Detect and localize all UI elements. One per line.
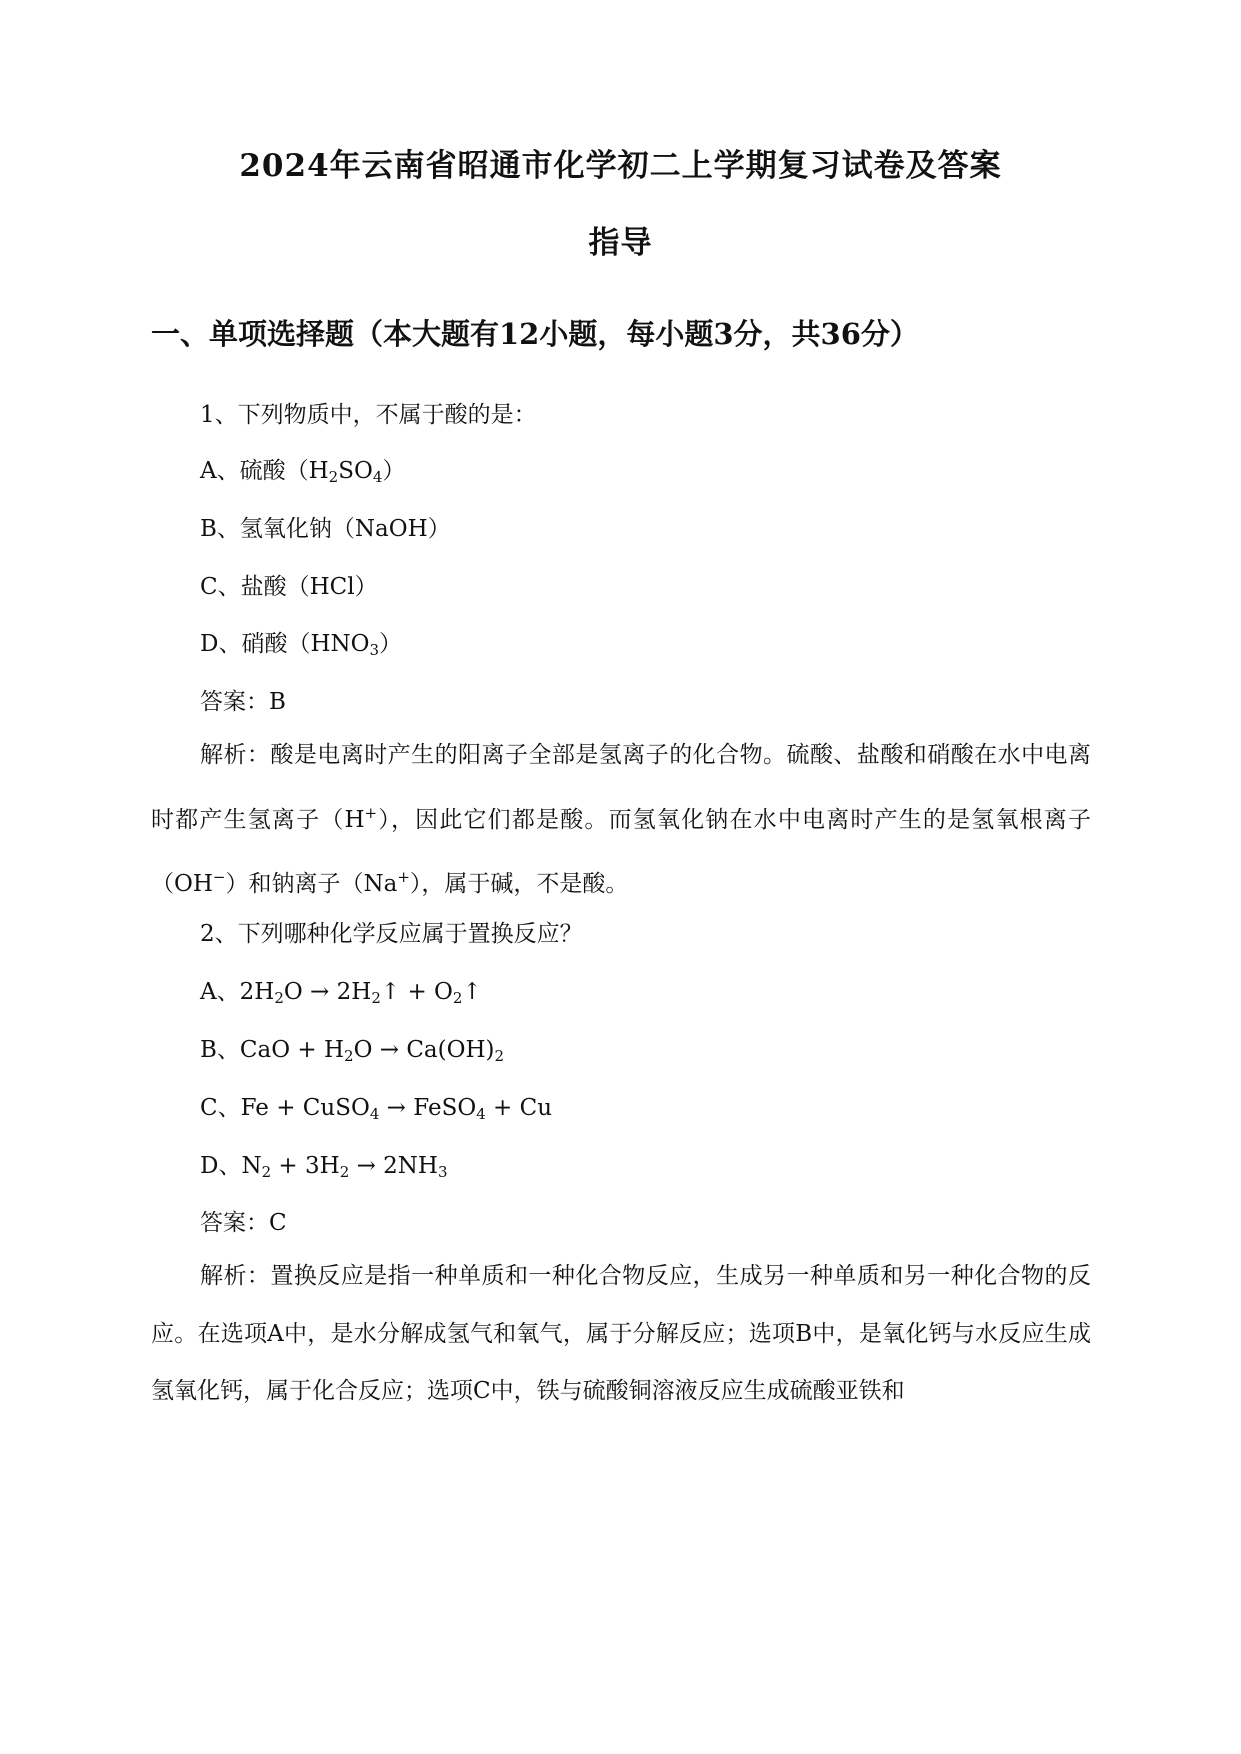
- question-1-option-c: C、盐酸（HCl）: [200, 574, 378, 600]
- question-1-option-a: A、硫酸$(H_2SO_4)$: [200, 458, 406, 486]
- question-2-answer: 答案：C: [200, 1210, 287, 1236]
- section-heading: 一、单项选择题（本大题有12小题，每小题3分，共36分）: [151, 317, 919, 351]
- question-2-option-a: A、$2H_2O$ → $2H_2↑$ + $O_2↑$: [200, 979, 482, 1007]
- question-1-option-d: D、硝酸$(HNO_3)$: [200, 631, 403, 659]
- question-1-option-b: B、氢氧化钠（NaOH）: [200, 516, 451, 542]
- question-2-option-d: D、$N_2 + 3H_2 \to 2NH_3$: [200, 1153, 448, 1181]
- document-title: 2024年云南省昭通市化学初二上学期复习试卷及答案: [239, 148, 1002, 184]
- question-1-explanation: 解析：酸是电离时产生的阳离子全部是氢离子的化合物。硫酸、盐酸和硝酸在水中电离时都产生氢离子（H+），因此它们都是酸。而氢氧化钠在水中电离时产生的是氢氧根离子（OH−）和钠离子（Na+），属于碱，不是酸。: [151, 742, 1092, 897]
- question-2-stem: 2、下列哪种化学反应属于置换反应？: [200, 921, 583, 947]
- question-2-explanation: 解析：置换反应是指一种单质和一种化合物反应，生成另一种单质和另一种化合物的反应。在选项A中，是水分解成氢气和氧气，属于分解反应；选项B中，是氧化钙与水反应生成氢氧化钙，属于化合反应；选项C中，铁与硫酸铜溶液反应生成硫酸亚铁和: [151, 1263, 1091, 1404]
- question-1-answer: 答案：B: [200, 689, 286, 715]
- document-title-continued: 指导: [588, 225, 653, 261]
- question-1-stem: 1、下列物质中，不属于酸的是：: [200, 402, 537, 428]
- question-2-option-b: B、CaO + $H_2O \to Ca(OH)_2$: [200, 1037, 505, 1065]
- question-2-option-c: C、Fe + CuSO$_4$ → FeSO$_4$ + Cu: [200, 1095, 553, 1123]
